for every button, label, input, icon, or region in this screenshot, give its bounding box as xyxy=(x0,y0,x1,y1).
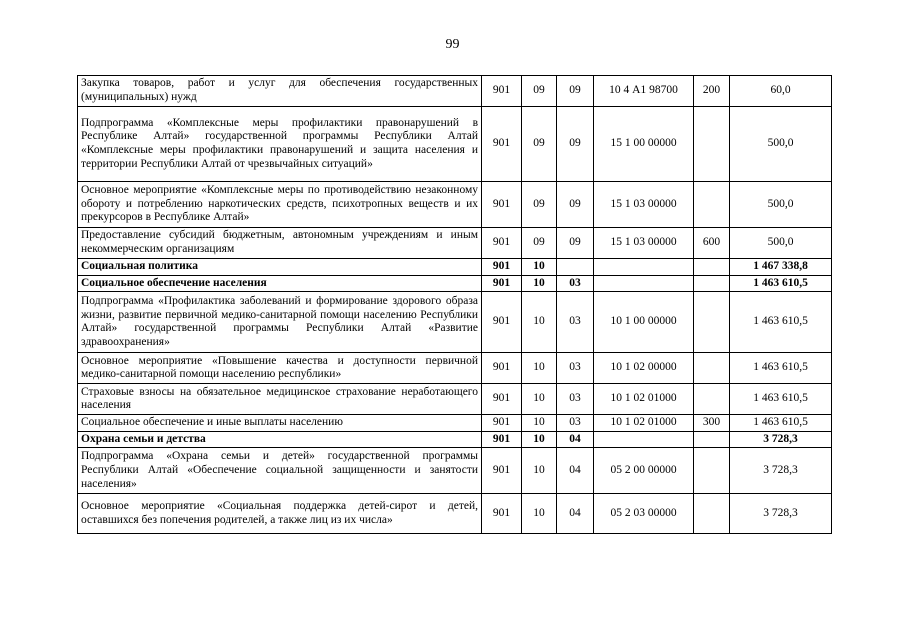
row-amount: 3 728,3 xyxy=(730,431,832,448)
row-expense-type: 600 xyxy=(694,228,730,259)
row-expense-type xyxy=(694,107,730,182)
table-row xyxy=(78,292,832,353)
row-expense-type xyxy=(694,275,730,292)
row-expense-type: 300 xyxy=(694,415,730,432)
table-row xyxy=(78,107,832,182)
row-name: Социальное обеспечение населения xyxy=(78,275,482,292)
table-row xyxy=(78,384,832,415)
row-amount: 60,0 xyxy=(730,76,832,107)
row-amount: 3 728,3 xyxy=(730,494,832,534)
row-expense-type xyxy=(694,384,730,415)
row-subsection: 03 xyxy=(557,384,594,415)
budget-table xyxy=(77,75,832,534)
table-row xyxy=(78,431,832,448)
table-row xyxy=(78,415,832,432)
row-target: 10 4 А1 98700 xyxy=(594,76,694,107)
row-subsection: 04 xyxy=(557,431,594,448)
row-expense-type xyxy=(694,431,730,448)
row-amount: 1 463 610,5 xyxy=(730,292,832,353)
row-ministry: 901 xyxy=(482,275,522,292)
row-target xyxy=(594,431,694,448)
row-section: 10 xyxy=(522,494,557,534)
row-amount: 1 467 338,8 xyxy=(730,259,832,276)
row-name: Подпрограмма «Комплексные меры профилактики правонарушений в Республике Алтай» государственной программы Республики Алтай «Комплексные меры профилактики правонарушений и защита населения и территории Республики Алтай от чрезвычайных ситуаций» xyxy=(78,107,482,182)
table-row xyxy=(78,448,832,494)
row-ministry: 901 xyxy=(482,228,522,259)
row-name: Социальная политика xyxy=(78,259,482,276)
row-section: 10 xyxy=(522,259,557,276)
row-name: Подпрограмма «Профилактика заболеваний и формирование здорового образа жизни, развитие первичной медико-санитарной помощи населению Республики Алтай» государственной программы Республики Алтай «Развитие здравоохранения» xyxy=(78,292,482,353)
page-number: 99 xyxy=(445,37,460,52)
row-expense-type xyxy=(694,292,730,353)
row-section: 09 xyxy=(522,107,557,182)
row-target: 15 1 03 00000 xyxy=(594,228,694,259)
row-expense-type xyxy=(694,448,730,494)
row-section: 09 xyxy=(522,228,557,259)
row-subsection: 09 xyxy=(557,76,594,107)
row-target: 10 1 00 00000 xyxy=(594,292,694,353)
row-ministry: 901 xyxy=(482,415,522,432)
row-target: 15 1 03 00000 xyxy=(594,182,694,228)
row-ministry: 901 xyxy=(482,448,522,494)
row-ministry: 901 xyxy=(482,107,522,182)
row-target: 15 1 00 00000 xyxy=(594,107,694,182)
row-name: Основное мероприятие «Повышение качества и доступности первичной медико-санитарной помощи населению республики» xyxy=(78,353,482,384)
row-subsection: 09 xyxy=(557,228,594,259)
row-ministry: 901 xyxy=(482,76,522,107)
row-name: Социальное обеспечение и иные выплаты населению xyxy=(78,415,482,432)
row-subsection: 03 xyxy=(557,415,594,432)
row-target: 10 1 02 01000 xyxy=(594,384,694,415)
row-subsection: 03 xyxy=(557,353,594,384)
row-expense-type xyxy=(694,182,730,228)
table-row xyxy=(78,353,832,384)
row-amount: 500,0 xyxy=(730,107,832,182)
row-section: 10 xyxy=(522,415,557,432)
row-ministry: 901 xyxy=(482,292,522,353)
row-subsection xyxy=(557,259,594,276)
row-name: Закупка товаров, работ и услуг для обеспечения государственных (муниципальных) нужд xyxy=(78,76,482,107)
row-expense-type: 200 xyxy=(694,76,730,107)
row-subsection: 09 xyxy=(557,182,594,228)
row-section: 10 xyxy=(522,292,557,353)
table-row xyxy=(78,182,832,228)
row-target: 10 1 02 00000 xyxy=(594,353,694,384)
row-amount: 1 463 610,5 xyxy=(730,415,832,432)
row-target: 10 1 02 01000 xyxy=(594,415,694,432)
row-subsection: 03 xyxy=(557,275,594,292)
row-amount: 1 463 610,5 xyxy=(730,275,832,292)
row-ministry: 901 xyxy=(482,384,522,415)
table-row xyxy=(78,76,832,107)
row-section: 09 xyxy=(522,182,557,228)
row-name: Основное мероприятие «Социальная поддержка детей-сирот и детей, оставшихся без попечения родителей, а также лиц из их числа» xyxy=(78,494,482,534)
row-amount: 3 728,3 xyxy=(730,448,832,494)
row-section: 10 xyxy=(522,448,557,494)
row-name: Охрана семьи и детства xyxy=(78,431,482,448)
row-ministry: 901 xyxy=(482,182,522,228)
row-name: Подпрограмма «Охрана семьи и детей» государственной программы Республики Алтай «Обеспечение социальной защищенности и занятости населения» xyxy=(78,448,482,494)
row-ministry: 901 xyxy=(482,353,522,384)
row-section: 10 xyxy=(522,353,557,384)
row-target xyxy=(594,275,694,292)
row-section: 10 xyxy=(522,431,557,448)
row-subsection: 04 xyxy=(557,448,594,494)
row-amount: 1 463 610,5 xyxy=(730,384,832,415)
table-row xyxy=(78,228,832,259)
row-ministry: 901 xyxy=(482,431,522,448)
row-name: Предоставление субсидий бюджетным, автономным учреждениям и иным некоммерческим организациям xyxy=(78,228,482,259)
table-row xyxy=(78,275,832,292)
row-expense-type xyxy=(694,259,730,276)
row-ministry: 901 xyxy=(482,494,522,534)
row-expense-type xyxy=(694,494,730,534)
row-amount: 500,0 xyxy=(730,228,832,259)
table-row xyxy=(78,259,832,276)
row-target xyxy=(594,259,694,276)
row-section: 09 xyxy=(522,76,557,107)
row-section: 10 xyxy=(522,275,557,292)
budget-table-body xyxy=(78,76,832,534)
row-section: 10 xyxy=(522,384,557,415)
row-expense-type xyxy=(694,353,730,384)
row-ministry: 901 xyxy=(482,259,522,276)
row-target: 05 2 00 00000 xyxy=(594,448,694,494)
row-subsection: 09 xyxy=(557,107,594,182)
row-subsection: 03 xyxy=(557,292,594,353)
row-target: 05 2 03 00000 xyxy=(594,494,694,534)
row-amount: 1 463 610,5 xyxy=(730,353,832,384)
row-name: Страховые взносы на обязательное медицинское страхование неработающего населения xyxy=(78,384,482,415)
row-subsection: 04 xyxy=(557,494,594,534)
table-row xyxy=(78,494,832,534)
row-amount: 500,0 xyxy=(730,182,832,228)
row-name: Основное мероприятие «Комплексные меры по противодействию незаконному обороту и потреблению наркотических средств, психотропных веществ и их прекурсоров в Республике Алтай» xyxy=(78,182,482,228)
